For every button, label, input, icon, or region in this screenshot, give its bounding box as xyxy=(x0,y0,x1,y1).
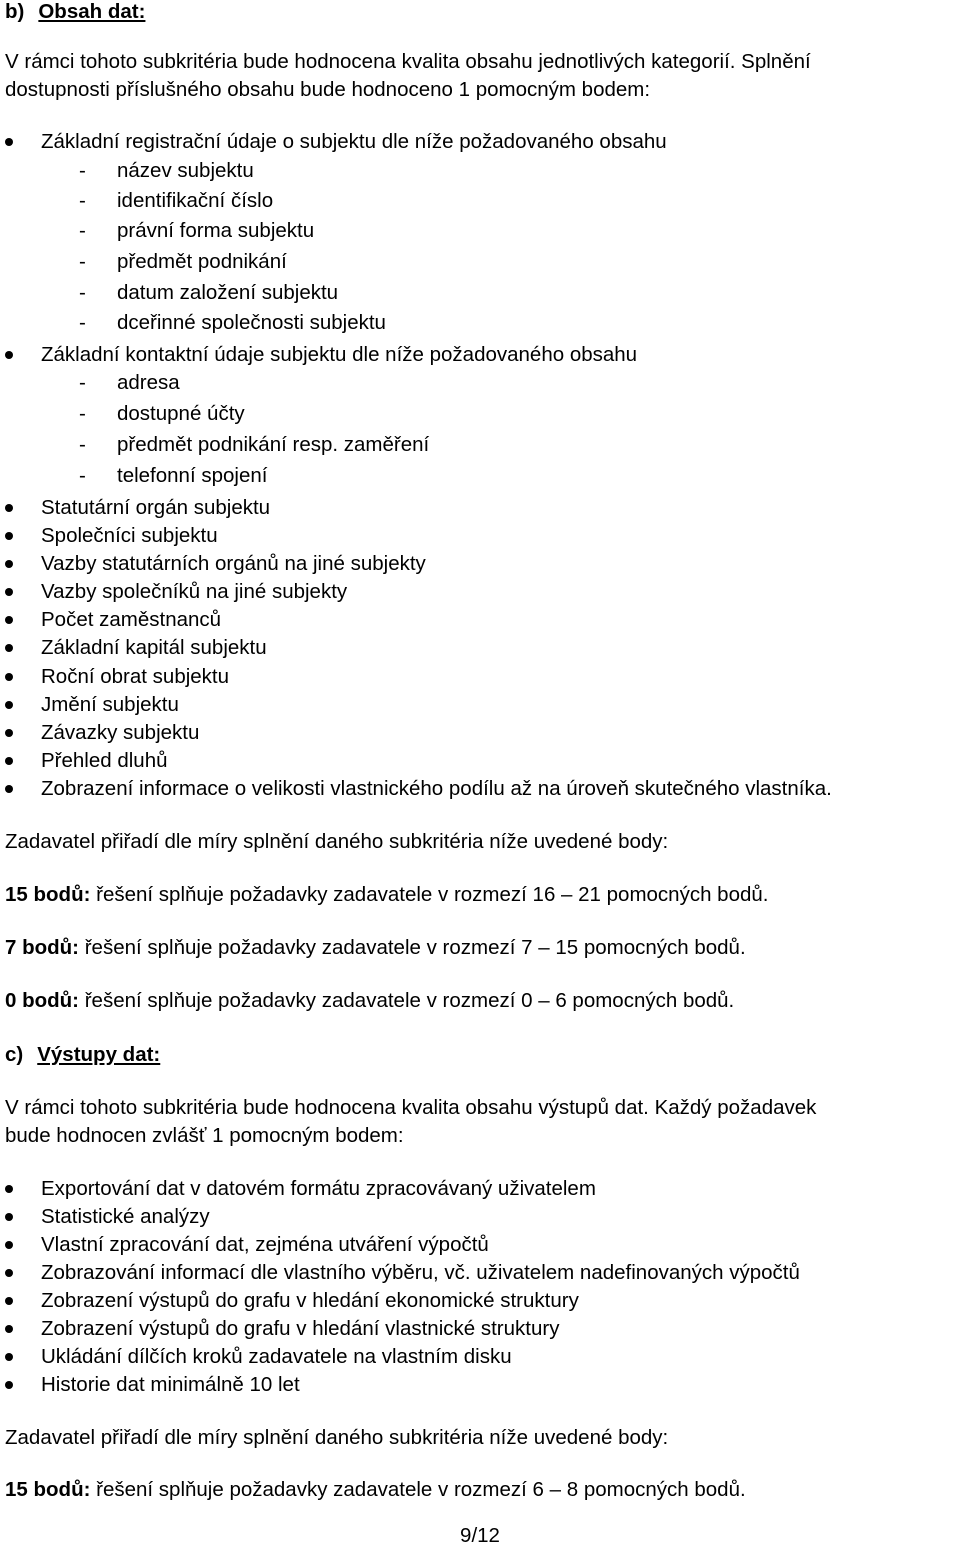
section-b-intro-line2: dostupnosti příslušného obsahu bude hodnoceno 1 pomocným bodem: xyxy=(5,78,651,101)
section-b-title: Obsah dat: xyxy=(38,0,146,23)
bullet-icon xyxy=(5,757,13,765)
bullet-icon xyxy=(5,701,13,709)
sub-item: - datum založení subjektu xyxy=(79,281,339,304)
bullet-icon xyxy=(5,138,13,146)
score-line: 15 bodů: řešení splňuje požadavky zadavatele v rozmezí 16 – 21 pomocných bodů. xyxy=(5,883,769,906)
scoring-intro: Zadavatel přiřadí dle míry splnění daného subkritéria níže uvedené body: xyxy=(5,1426,669,1449)
sub-item: - předmět podnikání xyxy=(79,250,287,273)
bullet-icon xyxy=(5,785,13,793)
sub-item: - dostupné účty xyxy=(79,402,245,425)
sub-item: - předmět podnikání resp. zaměření xyxy=(79,433,430,456)
bullet-icon xyxy=(5,1269,13,1277)
scoring-intro: Zadavatel přiřadí dle míry splnění daného subkritéria níže uvedené body: xyxy=(5,830,669,853)
section-c-intro xyxy=(5,1094,955,1150)
section-c-intro-line1: V rámci tohoto subkritéria bude hodnocena kvalita obsahu výstupů dat. Každý požadavek xyxy=(5,1096,817,1119)
bullet-icon xyxy=(5,351,13,359)
bullet-icon xyxy=(5,1185,13,1193)
bullet-icon xyxy=(5,1241,13,1249)
bullet-icon xyxy=(5,729,13,737)
section-b-label: b) xyxy=(5,0,25,23)
sub-item: - název subjektu xyxy=(79,159,254,182)
bullet-icon xyxy=(5,1325,13,1333)
section-b-intro xyxy=(5,48,955,104)
section-c-label: c) xyxy=(5,1043,24,1066)
section-b-intro-line1: V rámci tohoto subkritéria bude hodnocena kvalita obsahu jednotlivých kategorií. Splnění xyxy=(5,50,811,73)
bullet-icon xyxy=(5,1213,13,1221)
bullet-icon xyxy=(5,644,13,652)
sub-item: - adresa xyxy=(79,371,180,394)
sub-item: - dceřinné společnosti subjektu xyxy=(79,311,386,334)
bullet-icon xyxy=(5,560,13,568)
section-c-title: Výstupy dat: xyxy=(37,1043,161,1066)
bullet-icon xyxy=(5,1381,13,1389)
page-number: 9/12 xyxy=(460,1524,500,1547)
bullet-icon xyxy=(5,1353,13,1361)
bullet-icon xyxy=(5,616,13,624)
score-line: 0 bodů: řešení splňuje požadavky zadavatele v rozmezí 0 – 6 pomocných bodů. xyxy=(5,989,735,1012)
section-b-heading xyxy=(5,0,145,26)
bullet-icon xyxy=(5,673,13,681)
sub-item: - právní forma subjektu xyxy=(79,219,315,242)
score-line: 15 bodů: řešení splňuje požadavky zadavatele v rozmezí 6 – 8 pomocných bodů. xyxy=(5,1478,746,1501)
bullet-icon xyxy=(5,504,13,512)
section-c-heading xyxy=(5,1041,160,1069)
list-item-text: Základní registrační údaje o subjektu dle níže požadovaného obsahu xyxy=(41,130,667,153)
bullet-icon xyxy=(5,588,13,596)
list-item-text: Základní kontaktní údaje subjektu dle níže požadovaného obsahu xyxy=(41,343,638,366)
bullet-icon xyxy=(5,532,13,540)
score-line: 7 bodů: řešení splňuje požadavky zadavatele v rozmezí 7 – 15 pomocných bodů. xyxy=(5,936,746,959)
bullet-icon xyxy=(5,1297,13,1305)
sub-item: - identifikační číslo xyxy=(79,189,274,212)
section-c-intro-line2: bude hodnocen zvlášť 1 pomocným bodem: xyxy=(5,1124,404,1147)
sub-item: - telefonní spojení xyxy=(79,464,268,487)
